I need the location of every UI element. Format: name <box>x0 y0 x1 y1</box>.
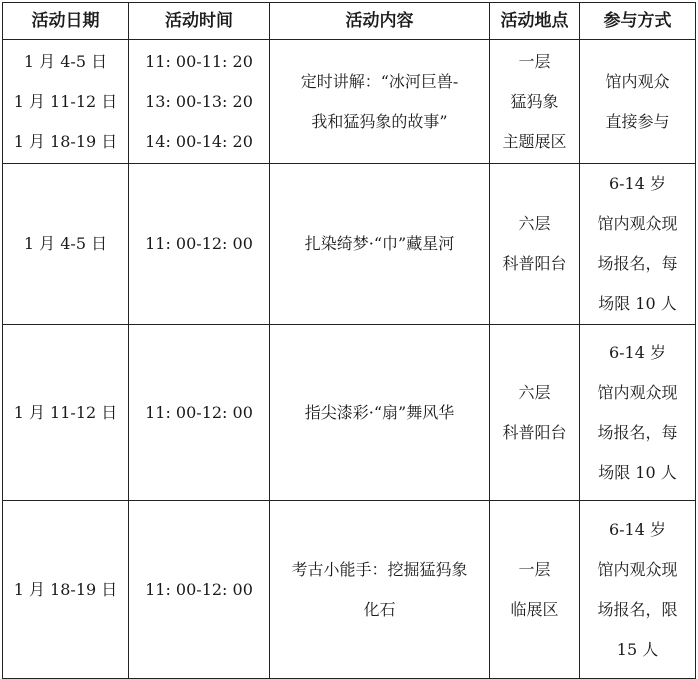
content-line: 我和猛犸象的故事” <box>311 111 448 131</box>
content-line: 考古小能手：挖掘猛犸象 <box>291 559 468 579</box>
content-cell <box>270 501 490 679</box>
location-line: 科普阳台 <box>502 254 567 273</box>
time-line: 11: 00-12: 00 <box>145 402 253 422</box>
location-line: 主题展区 <box>502 131 567 151</box>
header-date: 活动日期 <box>3 3 129 40</box>
time-cell <box>129 501 270 679</box>
header-content: 活动内容 <box>270 3 490 40</box>
date-line: 1 月 4-5 日 <box>23 51 108 71</box>
participation-line: 馆内观众现 <box>597 382 678 402</box>
time-line: 14: 00-14: 20 <box>145 131 253 151</box>
location-cell <box>490 325 580 501</box>
participation-line: 场限 10 人 <box>598 294 677 313</box>
header-time: 活动时间 <box>129 3 270 40</box>
date-line: 1 月 11-12 日 <box>13 91 118 111</box>
date-cell <box>3 164 129 325</box>
participation-line: 场限 10 人 <box>598 462 677 482</box>
header-location: 活动地点 <box>490 3 580 40</box>
participation-line: 15 人 <box>616 639 659 659</box>
participation-line: 6-14 岁 <box>608 342 667 362</box>
activity-schedule-table <box>2 2 696 679</box>
location-line: 一层 <box>518 51 551 71</box>
content-line: 定时讲解：“冰河巨兽- <box>300 71 459 91</box>
content-line: 化石 <box>363 599 396 619</box>
location-cell <box>490 40 580 164</box>
time-line: 11: 00-12: 00 <box>145 234 253 253</box>
time-line: 11: 00-11: 20 <box>145 51 253 71</box>
content-cell <box>270 325 490 501</box>
content-cell <box>270 40 490 164</box>
participation-line: 场报名，每 <box>597 422 678 442</box>
date-cell <box>3 40 129 164</box>
participation-line: 场报名，限 <box>597 599 678 619</box>
participation-line: 场报名，每 <box>597 254 678 273</box>
date-cell <box>3 325 129 501</box>
location-line: 一层 <box>518 559 551 579</box>
location-cell <box>490 501 580 679</box>
location-line: 六层 <box>518 382 551 402</box>
table-row <box>3 40 696 164</box>
date-line: 1 月 4-5 日 <box>23 234 108 253</box>
table-row <box>3 501 696 679</box>
participation-line: 馆内观众现 <box>597 559 678 579</box>
time-cell <box>129 325 270 501</box>
content-line: 指尖漆彩·“扇”舞风华 <box>304 402 455 422</box>
content-line: 扎染绮梦·“巾”藏星河 <box>304 234 455 253</box>
participation-line: 6-14 岁 <box>608 519 667 539</box>
date-line: 1 月 18-19 日 <box>13 131 118 151</box>
participation-cell <box>580 40 696 164</box>
header-row <box>3 3 696 40</box>
location-line: 临展区 <box>510 599 559 619</box>
date-line: 1 月 11-12 日 <box>13 402 118 422</box>
location-line: 六层 <box>518 214 551 233</box>
time-cell <box>129 40 270 164</box>
time-line: 13: 00-13: 20 <box>145 91 253 111</box>
participation-line: 馆内观众 <box>605 71 670 91</box>
participation-cell <box>580 501 696 679</box>
participation-cell <box>580 164 696 325</box>
participation-line: 直接参与 <box>605 111 670 131</box>
location-cell <box>490 164 580 325</box>
date-cell <box>3 501 129 679</box>
time-line: 11: 00-12: 00 <box>145 579 253 599</box>
date-line: 1 月 18-19 日 <box>13 579 118 599</box>
table-row <box>3 164 696 325</box>
table-row <box>3 325 696 501</box>
participation-line: 馆内观众现 <box>597 214 678 233</box>
content-cell <box>270 164 490 325</box>
time-cell <box>129 164 270 325</box>
header-participation: 参与方式 <box>580 3 696 40</box>
participation-line: 6-14 岁 <box>608 174 667 193</box>
participation-cell <box>580 325 696 501</box>
location-line: 猛犸象 <box>510 91 559 111</box>
location-line: 科普阳台 <box>502 422 567 442</box>
